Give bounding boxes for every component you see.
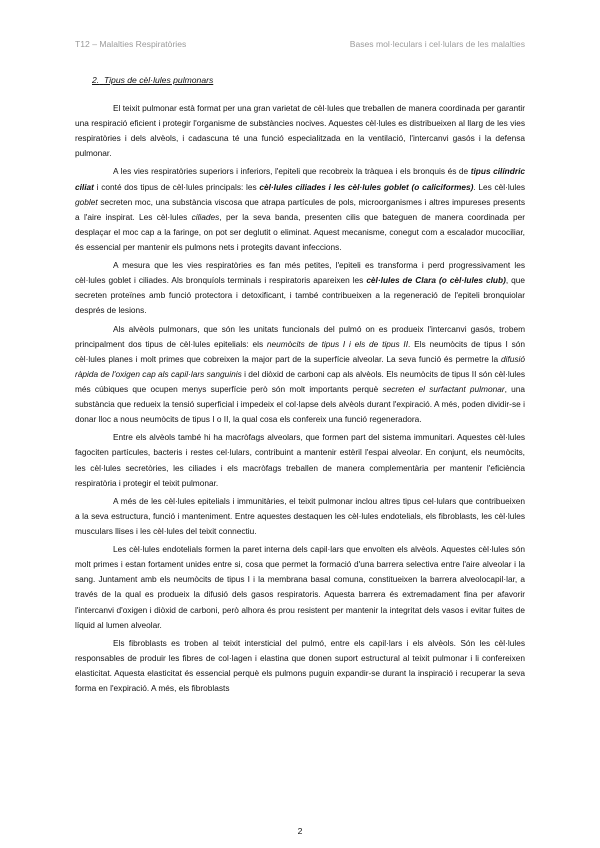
paragraph-5: Entre els alvèols també hi ha macròfags alveolars, que formen part del sistema immunitari. Aquestes cèl·lules fagociten partícules, bacteris i restes cel·lulars, contribuint a mantenir estèril l'espai alveolar. En conjunt, els neumòcits, les cèl·lules secretòries, les ciliades i els macròfags treballen de manera complementària per mantenir l'eficiència respiratòria i protegir el teixit pulmonar. [75,432,525,488]
body-text [75,101,525,699]
paragraph-4: Als alvèols pulmonars, que són les unitats funcionals del pulmó on es produeix l'intercanvi gasós, trobem principalment dos tipus de cèl·lules epitelials: els neumòcits de tipus I i els de tipus II. Els neumòcits de tipus I són cèl·lules planes i molt primes que cobreixen la major part de la superfície alveolar. La seva funció és permetre la difusió ràpida de l'oxigen cap als capil·lars sanguinis i del diòxid de carboni cap als alvèols. Els neumòcits de tipus II són cèl·lules més cúbiques que ocupen menys superfície però són molt importants perquè secreten el surfactant pulmonar, una substància que redueix la tensió superficial i impedeix el col·lapse dels alvèols durant l'expiració. A més, poden dividir-se i donar lloc a nous neumòcits de tipus I o II, la qual cosa els confereix una funció regeneradora. [75,323,526,425]
header-right: Bases mol·leculars i cel·lulars de les malalties [349,39,525,49]
section-title-text: Tipus de cèl·lules pulmonars [103,75,214,85]
section-title [92,75,213,85]
page-number: 2 [297,826,303,836]
section-number: 2. [92,75,100,85]
paragraph-1: El teixit pulmonar està format per una gran varietat de cèl·lules que treballen de manera coordinada per garantir una respiració eficient i protegir l'organisme de substàncies nocives. Aquestes cèl·lules es distribueixen al llarg de les vies respiratòries i dels alvèols, i cadascuna té una funció especialitzada en la ventilació, l'intercanvi gasós i la defensa pulmonar. [75,103,525,159]
paragraph-3: A mesura que les vies respiratòries es fan més petites, l'epiteli es transforma i perd progressivament les cèl·lules goblet i ciliades. Als bronquíols terminals i respiratoris apareixen les cèl·lules de Clara (o cèl·lules club), que secreten proteïnes amb funció protectora i detoxificant, i també contribueixen a la regeneració de l'epiteli bronquiolar després de lesions. [75,260,525,316]
paragraph-6: A més de les cèl·lules epitelials i immunitàries, el teixit pulmonar inclou altres tipus cel·lulars que contribueixen a la seva estructura, funció i manteniment. Entre aquestes destaquen les cèl·lules endotelials, els fibroblasts, les cèl·lules musculars llises i les cèl·lules del teixit connectiu. [75,495,525,536]
paragraph-8: Els fibroblasts es troben al teixit intersticial del pulmó, entre els capil·lars i els alvèols. Són les cèl·lules responsables de produir les fibres de col·lagen i elastina que donen suport estructural al teixit pulmonar i li confereixen elasticitat. Aquesta elasticitat és essencial perquè els pulmons puguin expandir-se durant la inspiració i recuperar la seva forma en l'expiració. A més, els fibroblasts [75,637,525,694]
header-left: T12 – Malalties Respiratòries [75,39,187,49]
paragraph-2: A les vies respiratòries superiors i inferiors, l'epiteli que recobreix la tràquea i els bronquis és de tipus cilíndric ciliat i conté dos tipus de cèl·lules principals: les cèl·lules ciliades i les cèl·lules goblet (o caliciformes). Les cèl·lules goblet secreten moc, una substància viscosa que atrapa partícules de pols, microorganismes i altres impureses presents a l'aire inspirat. Les cèl·lules ciliades, per la seva banda, presenten cilis que bateguen de manera coordinada per desplaçar el moc cap a la faringe, on pot ser deglutit o eliminat. Aquest mecanisme, conegut com a escalador mucociliar, és essencial per mantenir els pulmons nets i protegits davant infeccions. [75,166,525,252]
paragraph-7: Les cèl·lules endotelials formen la paret interna dels capil·lars que envolten els alvèols. Aquestes cèl·lules són molt primes i estan fortament unides entre si, cosa que permet la formació d'una barrera selectiva entre l'aire alveolar i la sang. Juntament amb els neumòcits de tipus I i la membrana basal comuna, constitueixen la barrera alveolocapil·lar, a través de la qual es produeix la difusió dels gasos respiratoris. Aquesta barrera és extremadament fina per afavorir l'intercanvi d'oxigen i diòxid de carboni, però alhora és prou resistent per mantenir la integritat dels vasos i evitar fuites de líquid al lumen alveolar. [75,544,525,630]
